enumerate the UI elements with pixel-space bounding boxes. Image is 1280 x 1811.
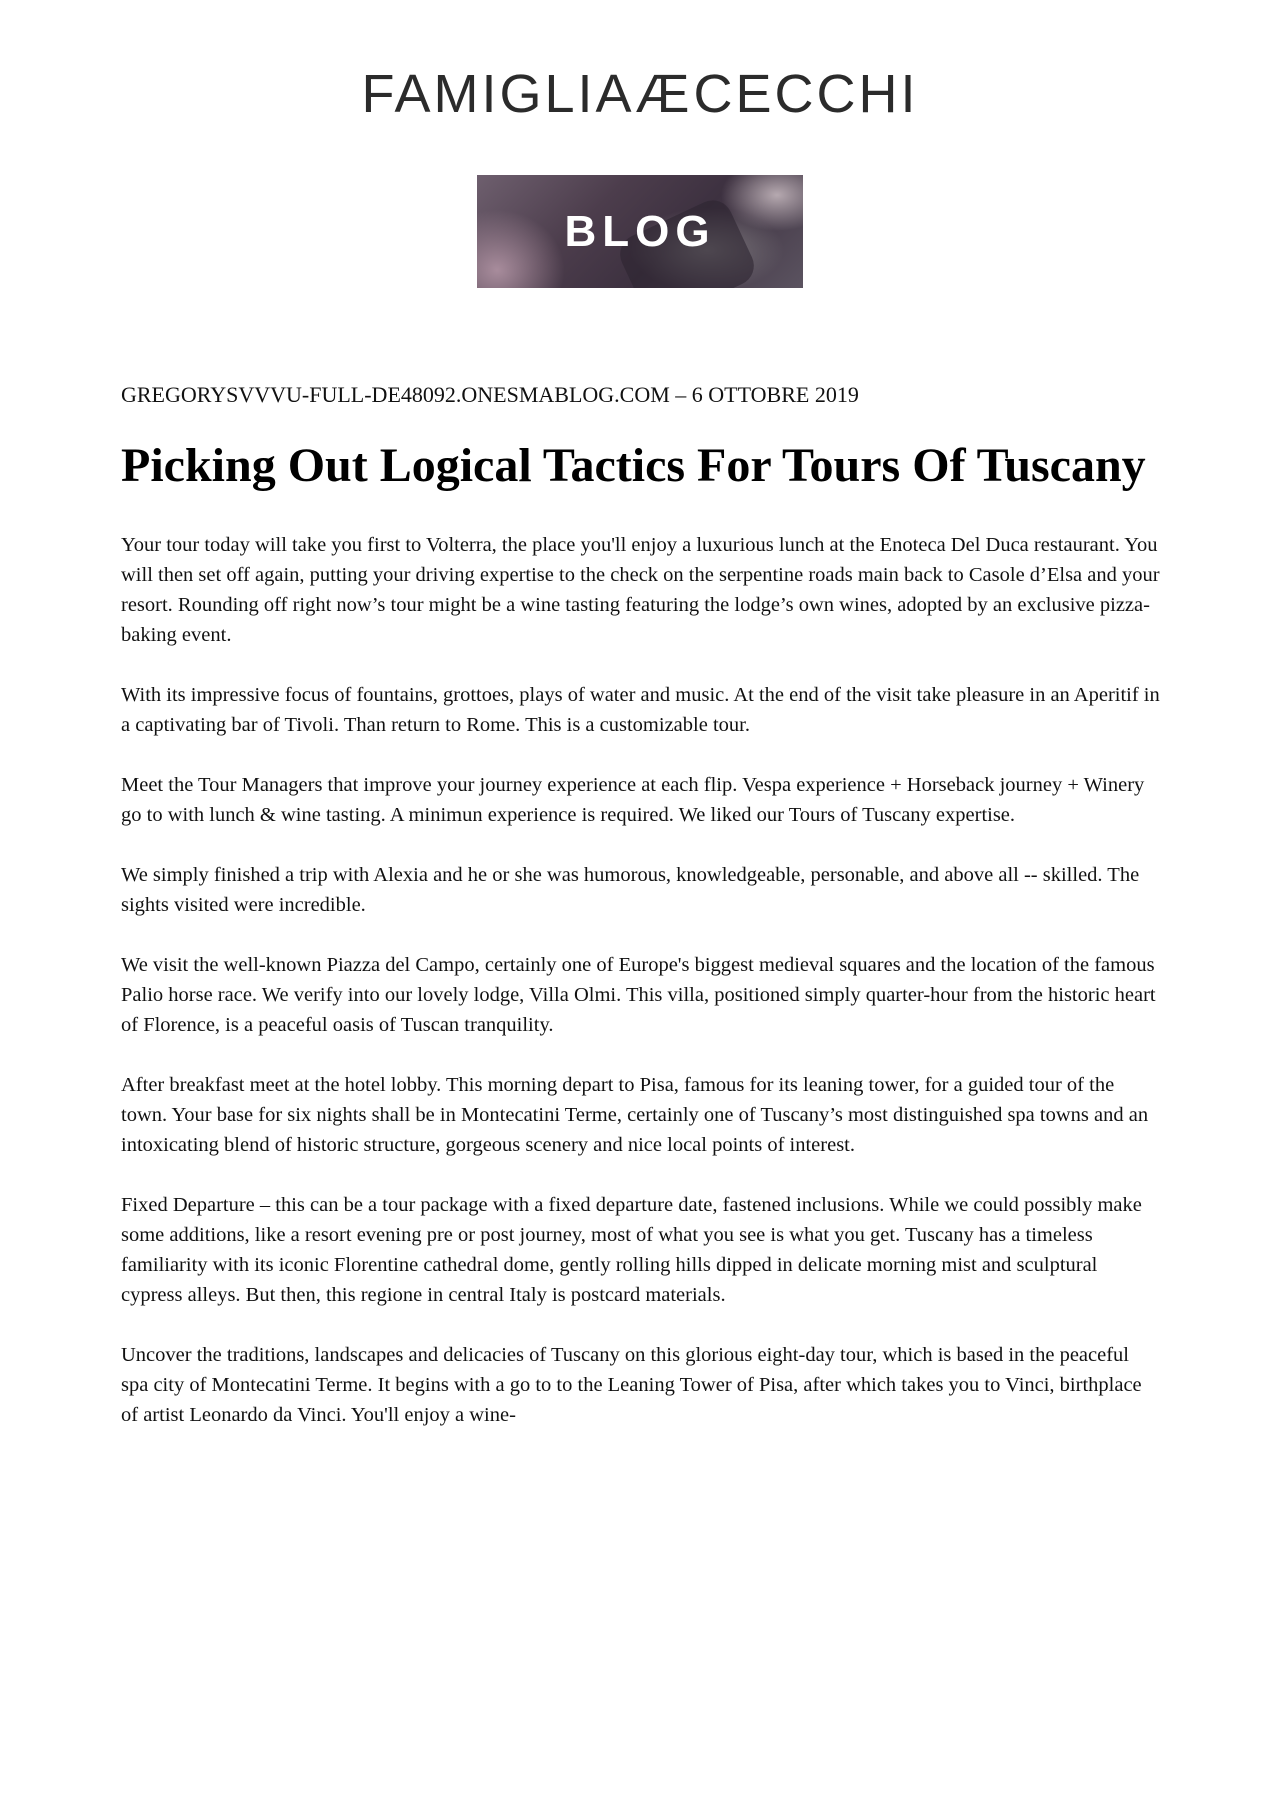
post-content (121, 380, 1161, 1430)
post-title: Picking Out Logical Tactics For Tours Of Tuscany (121, 439, 1146, 492)
post-paragraph: We simply finished a trip with Alexia and he or she was humorous, knowledgeable, personable, and above all -- skilled. The sights visited were incredible. (121, 864, 1140, 916)
post-paragraph: Fixed Departure – this can be a tour package with a fixed departure date, fastened inclusions. While we could possibly make some additions, like a resort evening pre or post journey, most of what you see is what you get. Tuscany has a timeless familiarity with its iconic Florentine cathedral dome, gently rolling hills dipped in delicate morning mist and sculptural cypress alleys. But then, this regione in central Italy is postcard materials. (121, 1194, 1142, 1306)
post-meta: GREGORYSVVVU-FULL-DE48092.ONESMABLOG.COM – 6 OTTOBRE 2019 (121, 382, 859, 407)
post-paragraph: We visit the well-known Piazza del Campo, certainly one of Europe's biggest medieval squares and the location of the famous Palio horse race. We verify into our lovely lodge, Villa Olmi. This villa, positioned simply quarter-hour from the historic heart of Florence, is a peaceful oasis of Tuscan tranquility. (121, 954, 1156, 1036)
post-paragraph: With its impressive focus of fountains, grottoes, plays of water and music. At the end of the visit take pleasure in an Aperitif in a captivating bar of Tivoli. Than return to Rome. This is a customizable tour. (121, 684, 1160, 736)
blog-banner[interactable] (477, 175, 803, 288)
site-logo[interactable] (0, 64, 1280, 124)
post-paragraph: Your tour today will take you first to Volterra, the place you'll enjoy a luxurious lunch at the Enoteca Del Duca restaurant. You will then set off again, putting your driving expertise to the check on the serpentine roads main back to Casole d’Elsa and your resort. Rounding off right now’s tour might be a wine tasting featuring the lodge’s own wines, adopted by an exclusive pizza-baking event. (121, 534, 1160, 646)
post-paragraph: After breakfast meet at the hotel lobby. This morning depart to Pisa, famous for its leaning tower, for a guided tour of the town. Your base for six nights shall be in Montecatini Terme, certainly one of Tuscany’s most distinguished spa towns and an intoxicating blend of historic structure, gorgeous scenery and nice local points of interest. (121, 1074, 1149, 1156)
logo-text-left: FAMIGLIA (361, 64, 635, 124)
logo-text-right: CECCHI (693, 64, 919, 124)
logo-separator: Æ (635, 64, 693, 124)
post-paragraph: Meet the Tour Managers that improve your journey experience at each flip. Vespa experience + Horseback journey + Winery go to with lunch & wine tasting. A minimun experience is required. We liked our Tours of Tuscany expertise. (121, 774, 1145, 826)
post-paragraph: Uncover the traditions, landscapes and delicacies of Tuscany on this glorious eight-day tour, which is based in the peaceful spa city of Montecatini Terme. It begins with a go to to the Leaning Tower of Pisa, after which takes you to Vinci, birthplace of artist Leonardo da Vinci. You'll enjoy a wine- (121, 1344, 1142, 1426)
blog-banner-label: BLOG (564, 207, 716, 256)
